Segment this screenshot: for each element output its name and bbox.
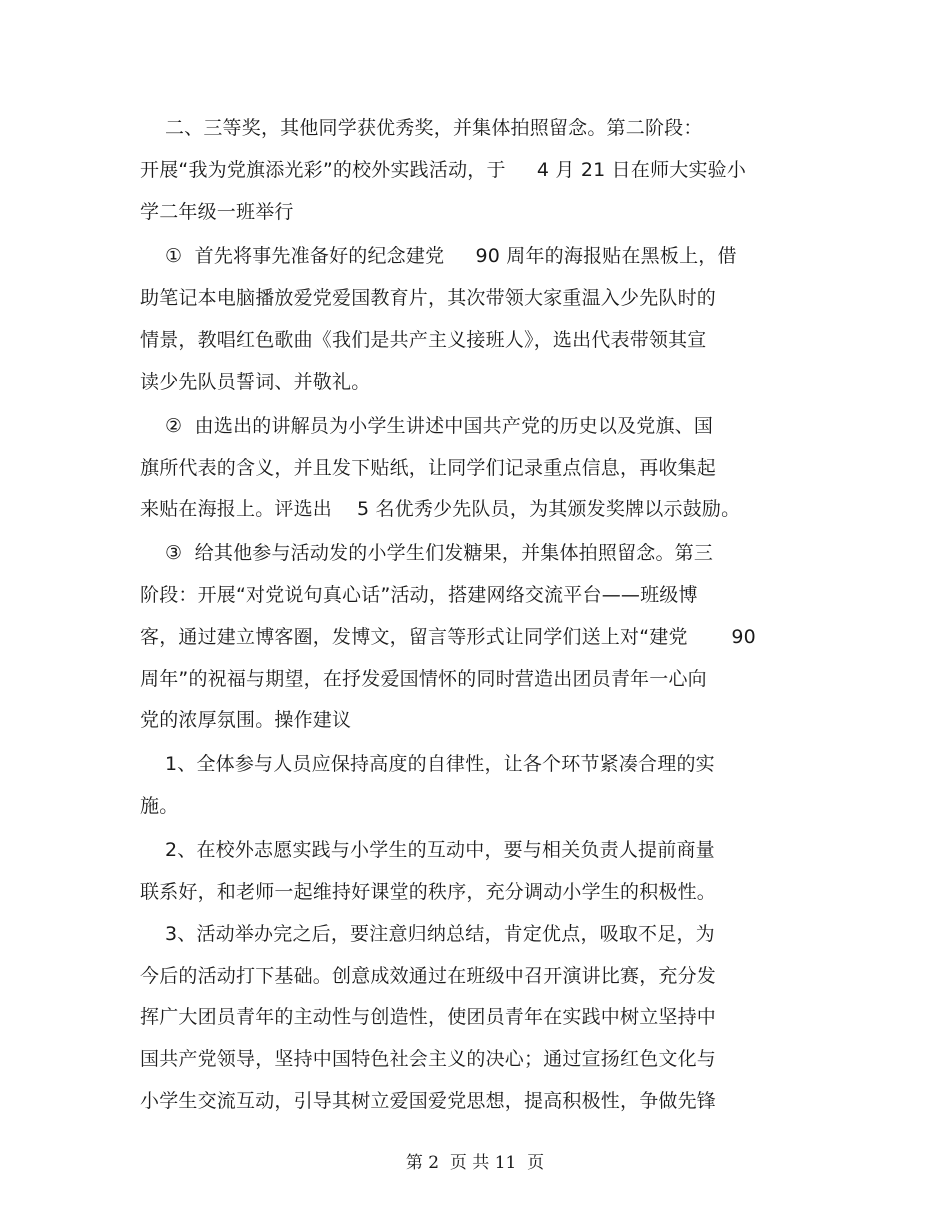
text-line: 联系好，和老师一起维持好课堂的秩序，充分调动小学生的积极性。 <box>140 881 717 903</box>
text-line: 二、三等奖，其他同学获优秀奖，并集体拍照留念。第二阶段： <box>140 117 703 139</box>
text-line: 助笔记本电脑播放爱党爱国教育片，其次带领大家重温入少先队时的 <box>140 287 717 309</box>
text-line: 读少先队员誓词、并敬礼。 <box>140 371 371 393</box>
text-line: 3、活动举办完之后，要注意归纳总结，肯定优点，吸取不足，为 <box>140 923 715 945</box>
text-line: 党的浓厚氛围。操作建议 <box>140 709 352 731</box>
text-line: ① 首先将事先准备好的纪念建党 90 周年的海报贴在黑板上，借 <box>140 245 737 267</box>
text-line: 周年”的祝福与期望，在抒发爱国情怀的同时营造出团员青年一心向 <box>140 668 707 690</box>
text-line: 客，通过建立博客圈，发博文，留言等形式让同学们送上对“建党 90 <box>140 626 756 648</box>
text-line: 阶段：开展“对党说句真心话”活动，搭建网络交流平台——班级博 <box>140 584 698 606</box>
text-line: 国共产党领导，坚持中国特色社会主义的决心；通过宣扬红色文化与 <box>140 1048 717 1070</box>
text-line: 小学生交流互动，引导其树立爱国爱党思想，提高积极性，争做先锋 <box>140 1090 717 1112</box>
text-line: 旗所代表的含义，并且发下贴纸，让同学们记录重点信息，再收集起 <box>140 457 717 479</box>
text-line: 1、全体参与人员应保持高度的自律性，让各个环节紧凑合理的实 <box>140 753 715 775</box>
text-line: 情景，教唱红色歌曲《我们是共产主义接班人》，选出代表带领其宣 <box>140 329 707 351</box>
text-line: 来贴在海报上。评选出 5 名优秀少先队员，为其颁发奖牌以示鼓励。 <box>140 498 741 520</box>
text-line: 今后的活动打下基础。创意成效通过在班级中召开演讲比赛，充分发 <box>140 965 717 987</box>
text-line: 开展“我为党旗添光彩”的校外实践活动，于 4 月 21 日在师大实验小 <box>140 159 747 181</box>
text-line: ② 由选出的讲解员为小学生讲述中国共产党的历史以及党旗、国 <box>140 415 714 437</box>
text-line: 学二年级一班举行 <box>140 201 294 223</box>
text-line: 2、在校外志愿实践与小学生的互动中，要与相关负责人提前商量 <box>140 839 715 861</box>
text-line: ③ 给其他参与活动发的小学生们发糖果，并集体拍照留念。第三 <box>140 542 714 564</box>
text-line: 挥广大团员青年的主动性与创造性，使团员青年在实践中树立坚持中 <box>140 1006 717 1028</box>
page-footer: 第 2 页 共 11 页 <box>405 1153 545 1173</box>
text-line: 施。 <box>140 795 179 817</box>
